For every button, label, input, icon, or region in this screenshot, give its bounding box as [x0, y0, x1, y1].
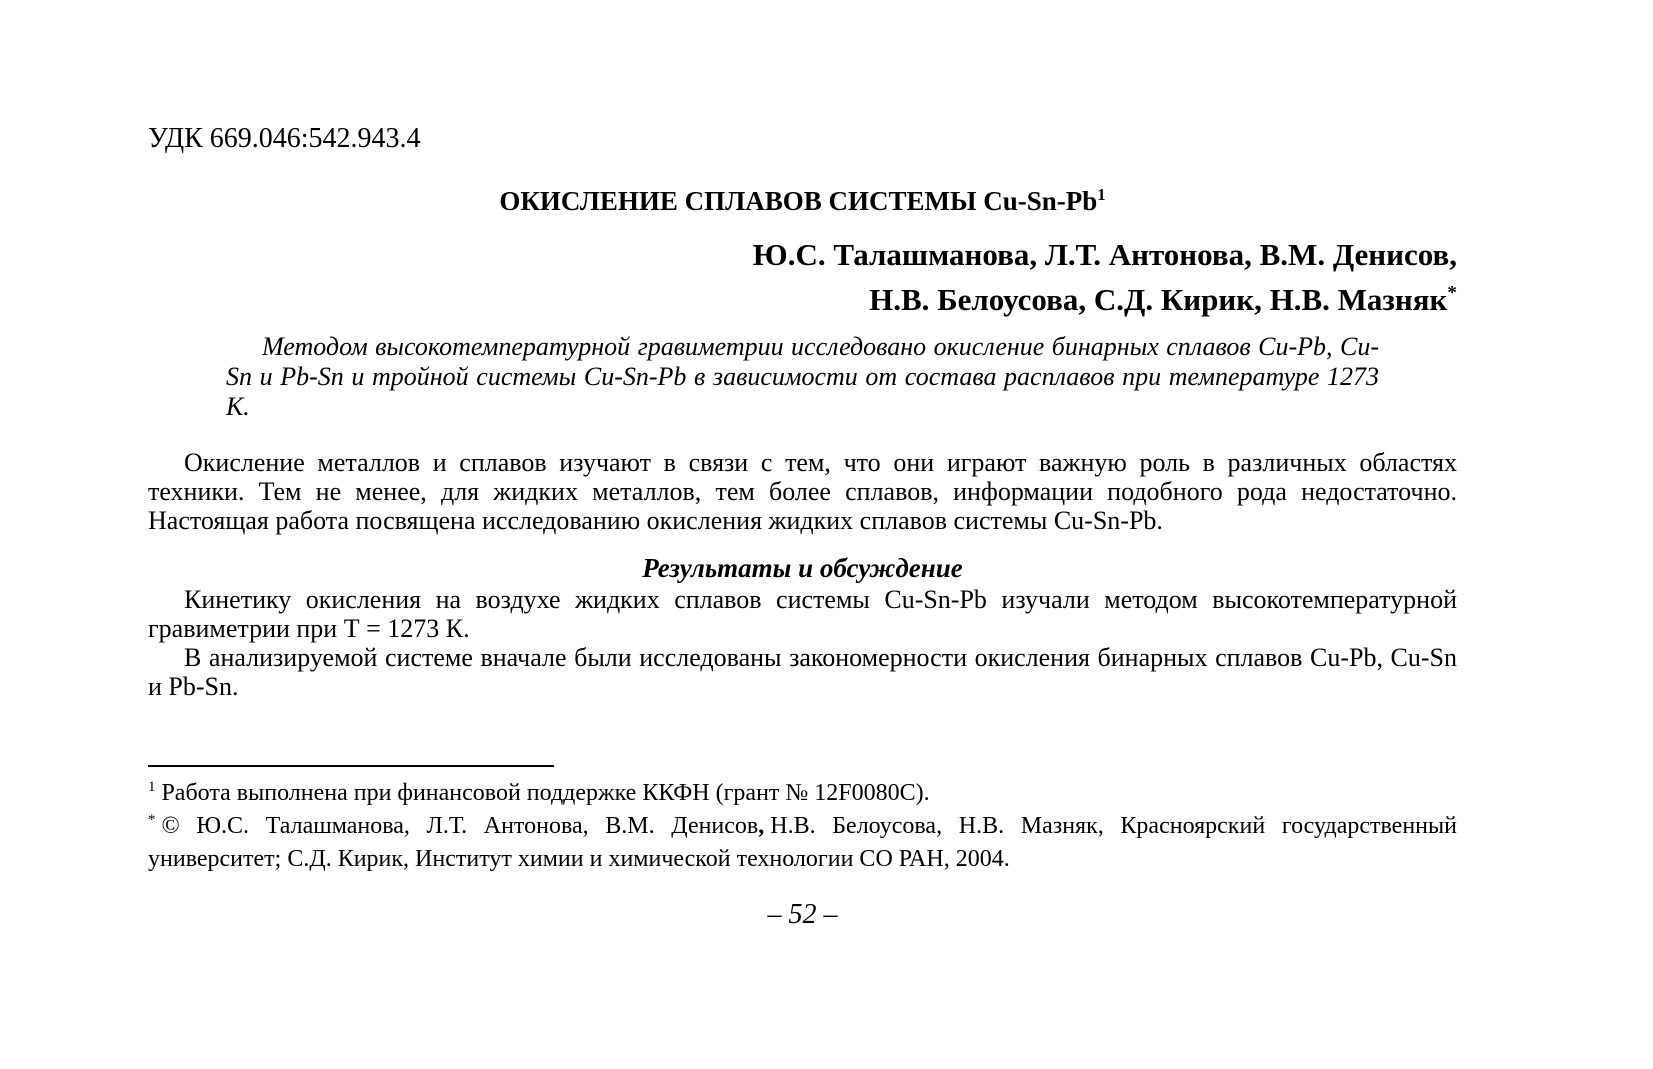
footnote-2-text-start: © Ю.С. Талашманова, Л.Т. Антонова, В.М. Денисов	[161, 813, 759, 839]
title-footnote-mark: 1	[1097, 185, 1106, 204]
article-title	[148, 184, 1457, 218]
footnote-2	[148, 810, 1457, 876]
author-footnote-mark: *	[1447, 282, 1457, 304]
body-paragraph-3: В анализируемой системе вначале были исследованы закономерности окисления бинарных сплавов Cu-Pb, Cu-Sn и Pb-Sn.	[148, 643, 1457, 701]
body-paragraph-2: Кинетику окисления на воздухе жидких сплавов системы Cu-Sn-Pb изучали методом высокотемпературной гравиметрии при Т = 1273 К.	[148, 585, 1457, 643]
footnote-2-mark: *	[148, 812, 156, 828]
authors-block	[148, 232, 1457, 322]
body-paragraph-1: Окисление металлов и сплавов изучают в связи с тем, что они играют важную роль в различных областях техники. Тем не менее, для жидких металлов, тем более сплавов, информации подобного рода недостаточно. Настоящая работа посвящена исследованию окисления жидких сплавов системы Cu-Sn-Pb.	[148, 448, 1457, 535]
footnote-separator	[148, 765, 554, 767]
footnote-2-bold-comma: ,	[758, 813, 765, 839]
section-heading: Результаты и обсуждение	[642, 553, 963, 583]
footnote-2-text-end: Н.В. Белоусова, Н.В. Мазняк, Красноярский государственный университет; С.Д. Кирик, Институт химии и химической технологии СО РАН, 2004.	[148, 813, 1457, 872]
footnote-1-mark: 1	[148, 779, 156, 795]
udc-code: УДК 669.046:542.943.4	[148, 123, 421, 154]
page-number: – 52 –	[767, 899, 838, 930]
authors-line-2	[148, 277, 1457, 322]
footnote-1-text: Работа выполнена при финансовой поддержке ККФН (грант № 12F0080C).	[161, 780, 930, 806]
authors-line-1: Ю.С. Талашманова, Л.Т. Антонова, В.М. Денисов,	[752, 237, 1457, 272]
abstract-text: Методом высокотемпературной гравиметрии исследовано окисление бинарных сплавов Cu-Pb, Cu-Sn и Pb-Sn и тройной системы Cu-Sn-Pb в зависимости от состава расплавов при температуре 1273 К.	[226, 332, 1379, 421]
authors-line-2-text: Н.В. Белоусова, С.Д. Кирик, Н.В. Мазняк	[869, 282, 1448, 317]
footnote-1	[148, 777, 1457, 810]
article-title-text: ОКИСЛЕНИЕ СПЛАВОВ СИСТЕМЫ Cu-Sn-Pb	[499, 186, 1098, 216]
